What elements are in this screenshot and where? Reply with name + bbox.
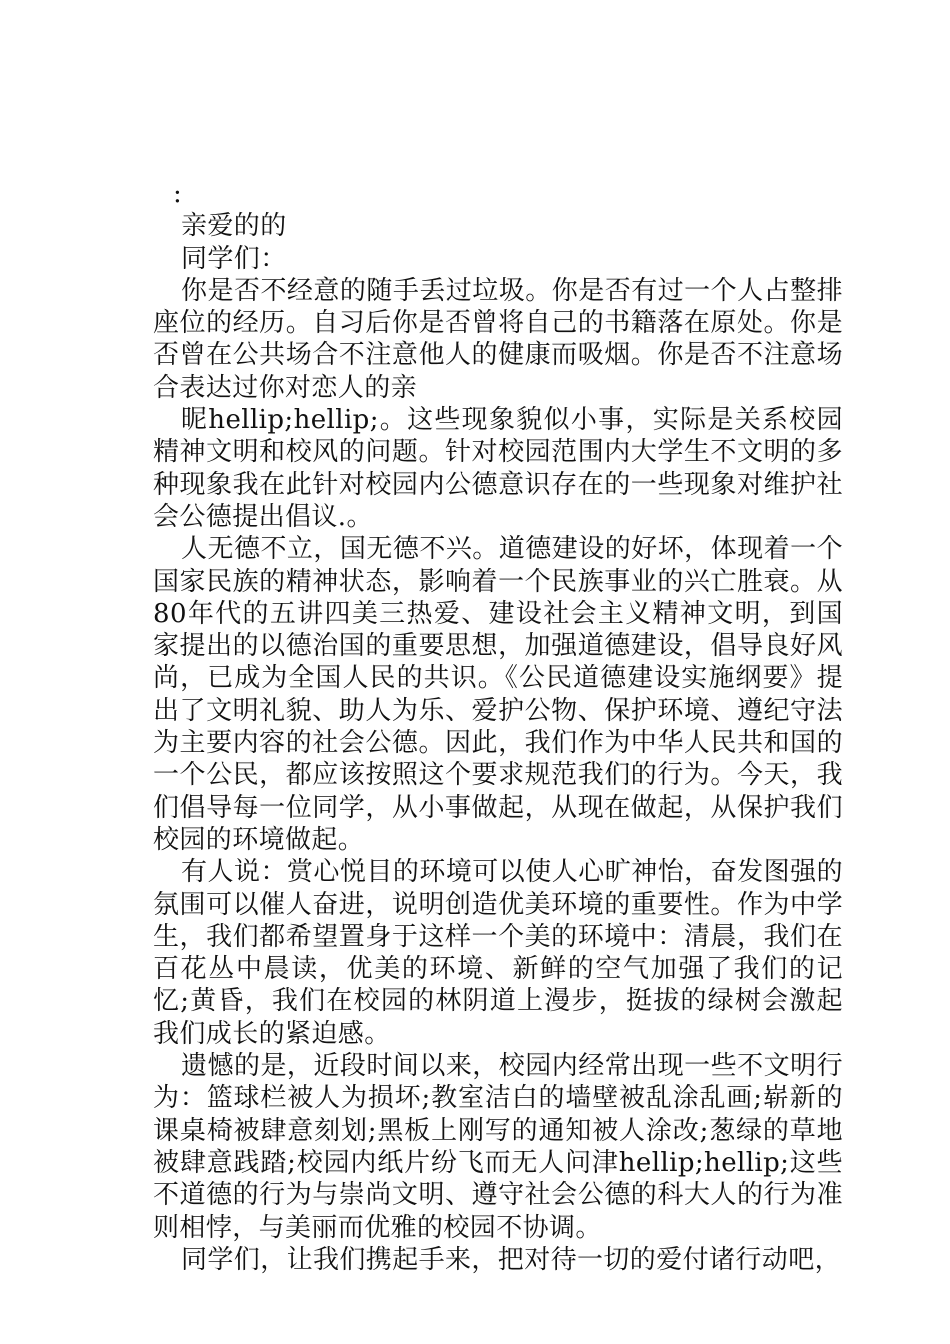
paragraph: 你是否不经意的随手丢过垃圾。你是否有过一个人占整排座位的经历。自习后你是否曾将自己的书籍落在原处。你是否曾在公共场合不注意他人的健康而吸烟。你是否不注意场合表达过你对恋人的亲	[153, 275, 843, 403]
paragraph: 有人说：赏心悦目的环境可以使人心旷神怡，奋发图强的氛围可以催人奋进，说明创造优美环境的重要性。作为中学生，我们都希望置身于这样一个美的环境中：清晨，我们在百花丛中晨读，优美的环境、新鲜的空气加强了我们的记忆;黄昏，我们在校园的林阴道上漫步，挺拔的绿树会激起我们成长的紧迫感。	[153, 857, 843, 1049]
paragraph: 昵hellip;hellip;。这些现象貌似小事，实际是关系校园精神文明和校风的问题。针对校园范围内大学生不文明的多种现象我在此针对校园内公德意识存在的一些现象对维护社会公德提出倡议.。	[153, 405, 843, 532]
salutation-line-1: 亲爱的的	[181, 211, 287, 242]
paragraph: 遗憾的是，近段时间以来，校园内经常出现一些不文明行为：篮球栏被人为损坏;教室洁白的墙壁被乱涂乱画;崭新的课桌椅被肆意刻划;黑板上刚写的通知被人涂改;葱绿的草地被肆意践踏;校园内纸片纷飞而无人问津hellip;hellip;这些不道德的行为与崇尚文明、遵守社会公德的科大人的行为准则相悖，与美丽而优雅的校园不协调。	[153, 1051, 843, 1243]
salutation-line-2: 同学们：	[181, 243, 287, 274]
paragraph-colon: :	[173, 179, 183, 209]
document-body	[153, 178, 843, 1276]
paragraph: 同学们，让我们携起手来，把对待一切的爱付诸行动吧，	[181, 1244, 842, 1275]
paragraph: 人无德不立，国无德不兴。道德建设的好坏，体现着一个国家民族的精神状态，影响着一个民族事业的兴亡胜衰。从80年代的五讲四美三热爱、建设社会主义精神文明，到国家提出的以德治国的重要思想，加强道德建设，倡导良好风尚，已成为全国人民的共识。《公民道德建设实施纲要》提出了文明礼貌、助人为乐、爱护公物、保护环境、遵纪守法为主要内容的社会公德。因此，我们作为中华人民共和国的一个公民，都应该按照这个要求规范我们的行为。今天，我们倡导每一位同学，从小事做起，从现在做起，从保护我们校园的环境做起。	[153, 534, 843, 855]
